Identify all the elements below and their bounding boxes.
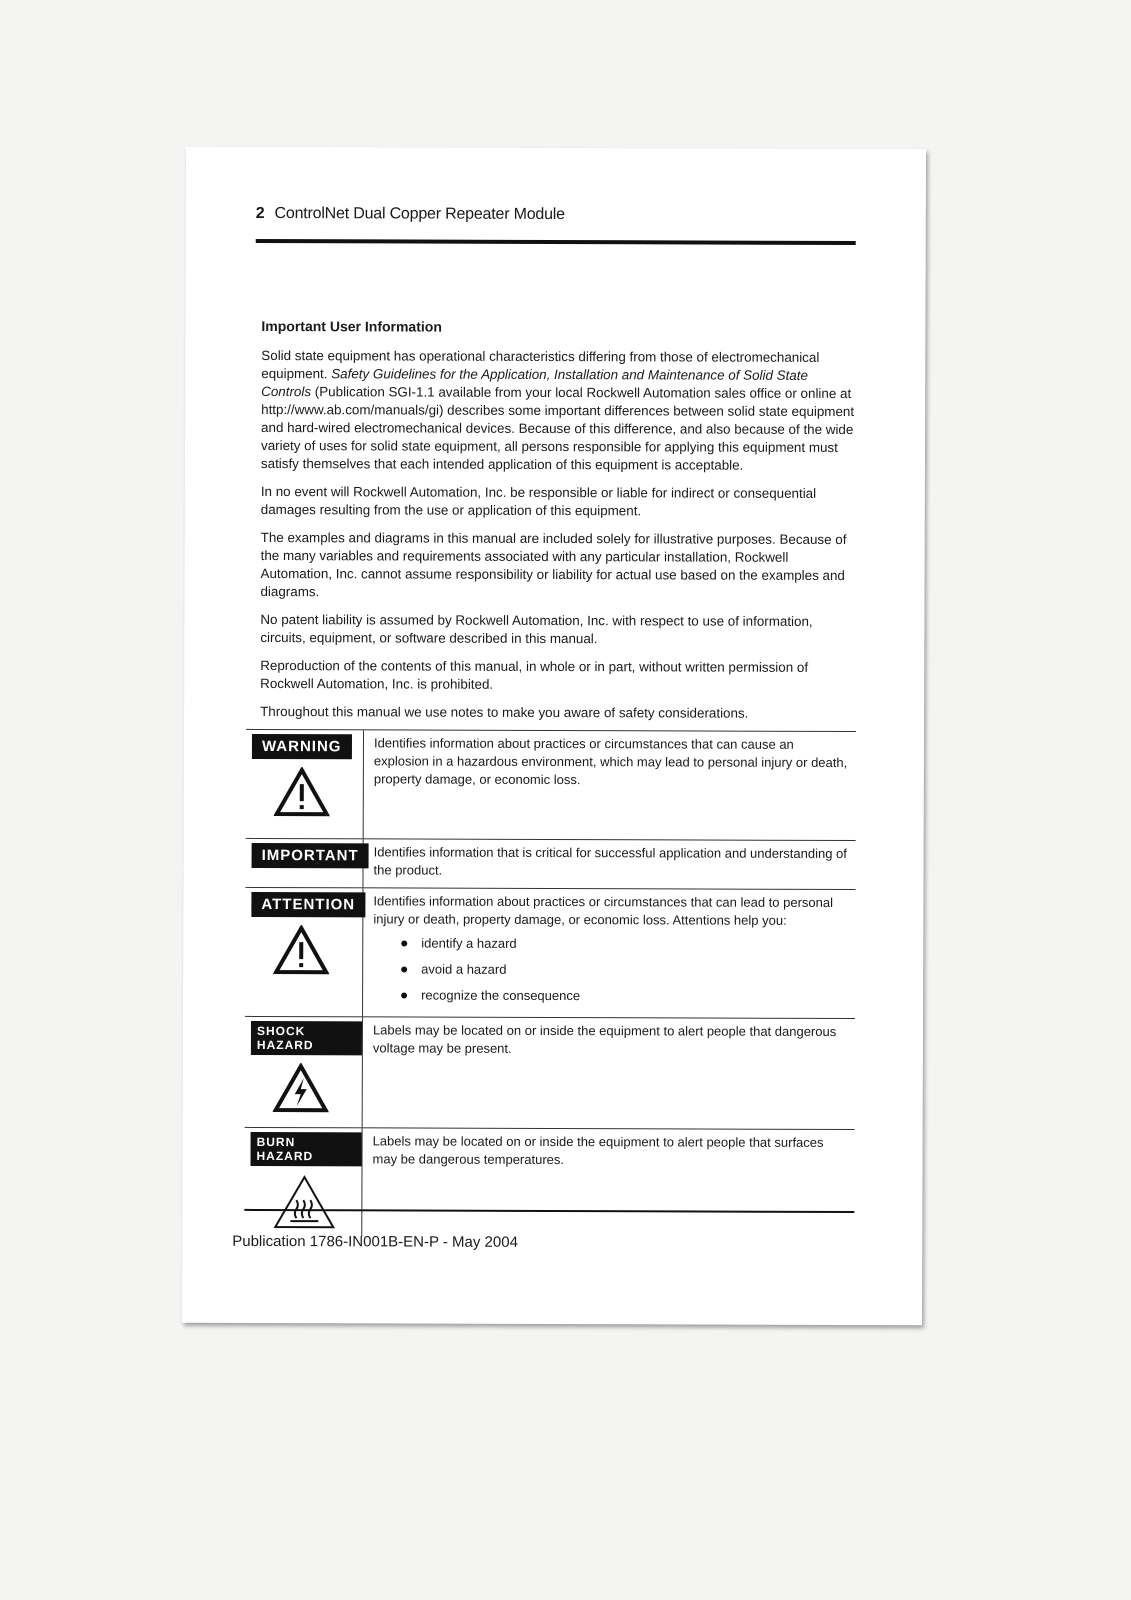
manual-title: ControlNet Dual Copper Repeater Module bbox=[274, 205, 565, 224]
burn-hazard-tag: BURN HAZARD bbox=[250, 1132, 361, 1166]
publication-footer: Publication 1786-IN001B-EN-P - May 2004 bbox=[232, 1232, 518, 1251]
paragraph-solid-state-rest: (Publication SGI-1.1 available from your local Rockwell Automation sales office or online at http://www.ab.com/manuals/gi) describes some important differences between solid state equipment and hard-wired electromechanical devices. Because of this difference, and also because of the wide variety of uses for solid state equipment, all persons responsible for applying this equipment must satisfy themselves that each intended application of this equipment is acceptable. bbox=[260, 384, 855, 473]
paragraph-reproduction: Reproduction of the contents of this manual, in whole or in part, without written permission of Rockwell Automation, Inc. is prohibited. bbox=[260, 657, 809, 692]
exclamation-triangle-icon bbox=[274, 767, 330, 817]
safety-notes-table bbox=[244, 729, 856, 1238]
header-rule bbox=[256, 239, 856, 245]
shock-hazard-label-cell bbox=[245, 1017, 363, 1127]
warning-tag: WARNING bbox=[252, 734, 352, 759]
exclamation-triangle-icon bbox=[273, 925, 329, 975]
paragraph-solid-state bbox=[261, 347, 857, 475]
warning-label-cell bbox=[246, 730, 364, 838]
important-user-information bbox=[260, 317, 857, 733]
attention-text-cell bbox=[363, 888, 855, 1018]
attention-tag: ATTENTION bbox=[251, 892, 365, 917]
lightning-triangle-icon bbox=[273, 1063, 329, 1113]
attention-label-cell bbox=[245, 888, 363, 1016]
shock-hazard-text: Labels may be located on or inside the equipment to alert people that dangerous voltage may be present. bbox=[372, 1022, 837, 1056]
running-header bbox=[256, 205, 856, 225]
section-heading: Important User Information bbox=[261, 317, 442, 335]
burn-hazard-label-cell bbox=[244, 1128, 362, 1236]
list-item: recognize the consequence bbox=[401, 986, 849, 1006]
paragraph-patent: No patent liability is assumed by Rockwell Automation, Inc. with respect to use of information, circuits, equipment, or software described in this manual. bbox=[260, 611, 813, 647]
shock-hazard-tag: SHOCK HAZARD bbox=[251, 1021, 362, 1055]
warning-text: Identifies information about practices or circumstances that can cause an explosion in a hazardous environment, which may lead to personal injury or death, property damage, or economic loss. bbox=[373, 735, 848, 788]
burn-hazard-row bbox=[244, 1127, 854, 1238]
paragraph-notes-intro: Throughout this manual we use notes to make you aware of safety considerations. bbox=[260, 703, 749, 721]
attention-row bbox=[245, 887, 855, 1018]
list-item: identify a hazard bbox=[401, 934, 849, 954]
guideline-title: Safety Guidelines for the Application, Installation and Maintenance of Solid State Controls bbox=[261, 366, 808, 400]
important-text: Identifies information that is critical for successful application and understanding of the product. bbox=[373, 844, 847, 878]
document-page bbox=[182, 147, 926, 1326]
paragraph-examples: The examples and diagrams in this manual are included solely for illustrative purposes. Because of the many variables and requirements associated with any particular installation, Rockwell Automation, Inc. cannot assume responsibility or liability for actual use based on the examples and diagrams. bbox=[260, 529, 847, 600]
burn-hazard-text: Labels may be located on or inside the equipment to alert people that surfaces may be dangerous temperatures. bbox=[372, 1133, 824, 1168]
attention-text: Identifies information about practices or circumstances that can lead to personal injury or death, property damage, or economic loss. Attentions help you: bbox=[373, 893, 834, 928]
paragraph-solid-state-intro: Solid state equipment has operational characteristics differing from those of electromechanical equipment. bbox=[261, 347, 820, 382]
important-row bbox=[245, 838, 855, 889]
paragraph-liability: In no event will Rockwell Automation, Inc. be responsible or liable for indirect or consequential damages resulting from the use or application of this equipment. bbox=[260, 483, 817, 519]
heat-triangle-icon bbox=[272, 1174, 336, 1230]
warning-row bbox=[246, 729, 856, 840]
important-label-cell bbox=[245, 839, 363, 887]
list-item: avoid a hazard bbox=[401, 960, 849, 980]
important-tag: IMPORTANT bbox=[252, 843, 369, 868]
page-number: 2 bbox=[255, 204, 265, 222]
attention-bullets bbox=[401, 934, 849, 1006]
shock-hazard-row bbox=[245, 1016, 855, 1129]
